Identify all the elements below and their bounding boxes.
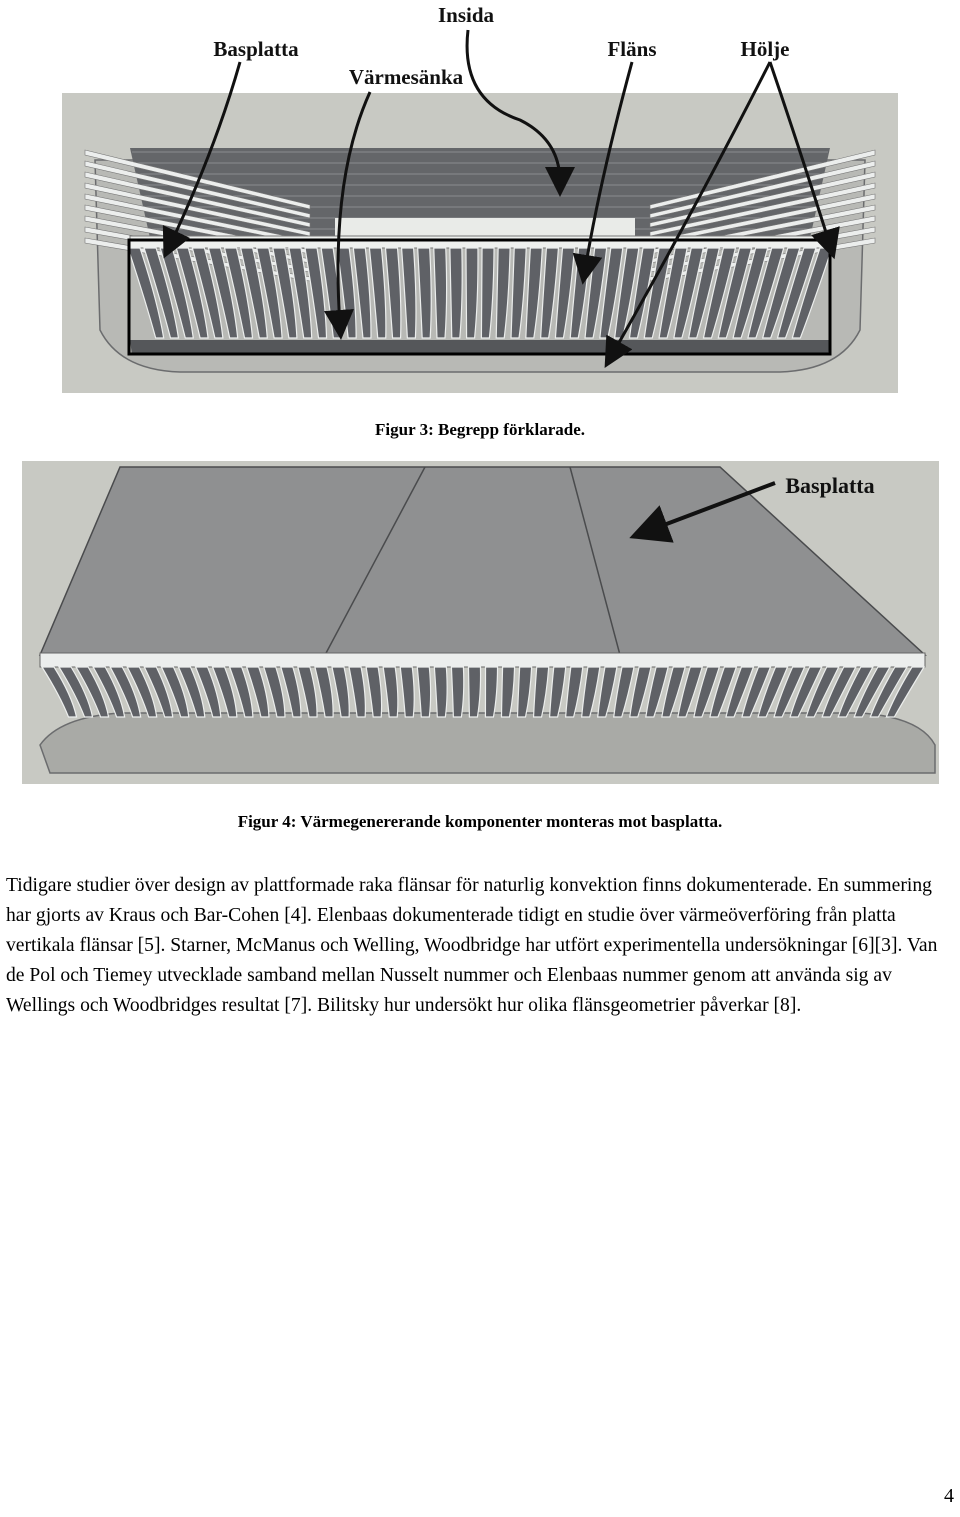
label-holje: Hölje [740, 37, 790, 61]
figure-3-illustration [0, 0, 960, 400]
base-plate-edge [40, 653, 925, 667]
label-basplatta: Basplatta [213, 37, 299, 61]
base-plate-strip [130, 236, 830, 248]
fin [466, 248, 478, 338]
page-number: 4 [944, 1485, 954, 1507]
label-varmesanka: Värmesänka [348, 65, 464, 89]
figure-3-caption: Figur 3: Begrepp förklarade. [375, 420, 585, 439]
figure-4-caption: Figur 4: Värmegenererande komponenter monteras mot basplatta. [237, 812, 723, 831]
fin [468, 667, 480, 717]
figure-3 [0, 0, 960, 400]
housing-underside [40, 713, 935, 773]
figure-4 [0, 455, 960, 790]
label-insida: Insida [437, 3, 495, 27]
fin [451, 667, 463, 717]
label-flans: Fläns [607, 37, 657, 61]
label-basplatta: Basplatta [785, 473, 875, 498]
body-paragraph: Tidigare studier över design av plattformade raka flänsar för naturlig konvektion finns dokumenterade. En summering har gjorts av Kraus och Bar-Cohen [4]. Elenbaas dokumenterade tidigt en studie över värmeöverföring från platta vertikala flänsar [5]. Starner, McManus och Welling, Woodbridge har utfört experimentella undersökningar [6][3]. Van de Pol och Tiemey utvecklade samband mellan Nusselt nummer och Elenbaas nummer genom att använda sig av Wellings och Woodbridges resultat [7]. Bilitsky hur undersökt hur olika flänsgeometrier påverkar [8]. [6, 874, 938, 1016]
figure-4-illustration [0, 455, 960, 790]
fin [450, 248, 462, 338]
